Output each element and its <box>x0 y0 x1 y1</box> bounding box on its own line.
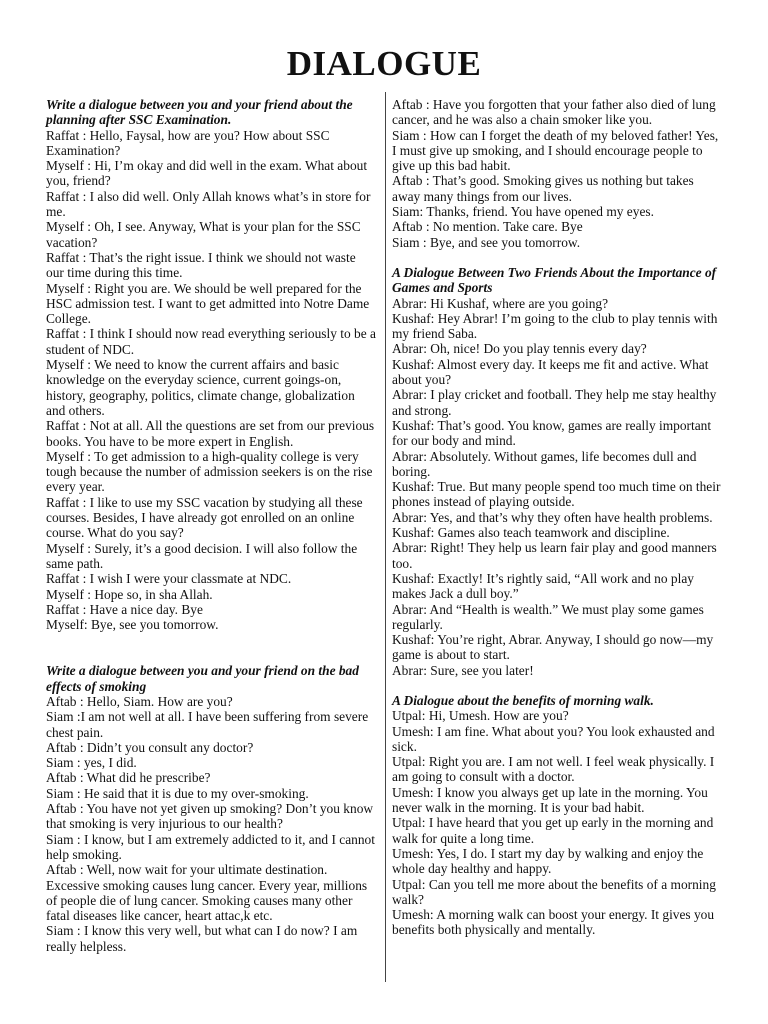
page-title: DIALOGUE <box>286 44 482 83</box>
dialogue-smoking <box>46 694 376 954</box>
dialogue-line: Utpal: I have heard that you get up early in the morning and walk for quite a long time. <box>392 815 714 846</box>
dialogue-line: Raffat : I wish I were your classmate at NDC. <box>46 571 292 587</box>
dialogue-line: Abrar: Hi Kushaf, where are you going? <box>392 295 609 311</box>
dialogue-line: Kushaf: True. But many people spend too much time on their phones instead of playing outside. <box>392 479 721 510</box>
dialogue-line: Aftab : No mention. Take care. Bye <box>392 219 583 235</box>
dialogue-line: Abrar: Right! They help us learn fair play and good manners too. <box>392 540 717 571</box>
dialogue-line: Kushaf: Hey Abrar! I’m going to the club to play tennis with my friend Saba. <box>392 310 718 342</box>
dialogue-line: Siam : I know, but I am extremely addicted to it, and I cannot help smoking. <box>46 831 375 862</box>
dialogue-line: Raffat : That’s the right issue. I think we should not waste our time during this time. <box>46 249 356 281</box>
dialogue-line: Siam : Bye, and see you tomorrow. <box>392 234 581 250</box>
dialogue-line: Siam : He said that it is due to my over-smoking. <box>46 785 309 801</box>
dialogue-line: Raffat : I like to use my SSC vacation by studying all these courses. Besides, I have already got enrolled on an online course. What do you say? <box>46 494 363 541</box>
dialogue-line: Umesh: Yes, I do. I start my day by walking and enjoy the whole day healthy and happy. <box>392 845 704 877</box>
dialogue-line: Aftab : What did he prescribe? <box>46 770 211 786</box>
section-spacer <box>392 250 722 265</box>
dialogue-line: Kushaf: You’re right, Abrar. Anyway, I should go now—my game is about to start. <box>392 632 714 663</box>
section-spacer <box>392 678 722 693</box>
dialogue-line: Kushaf: Almost every day. It keeps me fit and active. What about you? <box>392 356 709 388</box>
dialogue-line: Siam : How can I forget the death of my beloved father! Yes, I must give up smoking, and I should encourage people to give up this bad habit. <box>392 127 719 174</box>
dialogue-line: Myself : To get admission to a high-quality college is very tough because the number of admission seekers is on the rise every year. <box>46 448 373 495</box>
dialogue-line: Aftab : Hello, Siam. How are you? <box>46 693 233 709</box>
dialogue-line: Abrar: Yes, and that’s why they often have health problems. <box>392 509 713 525</box>
dialogue-line: Raffat : I think I should now read everything seriously to be a student of NDC. <box>46 326 376 357</box>
dialogue-line: Siam :I am not well at all. I have been suffering from severe chest pain. <box>46 709 369 740</box>
dialogue-line: Kushaf: Games also teach teamwork and discipline. <box>392 525 670 541</box>
dialogue-line: Umesh: A morning walk can boost your energy. It gives you benefits both physically and mentally. <box>392 907 715 938</box>
section-spacer <box>46 632 376 663</box>
dialogue-smoking-continued <box>392 97 722 250</box>
dialogue-line: Myself : Right you are. We should be well prepared for the HSC admission test. I want to get admitted into Notre Dame College. <box>46 280 370 327</box>
dialogue-line: Aftab : That’s good. Smoking gives us nothing but takes away many things from our lives. <box>392 173 694 204</box>
section-heading-games-sports: A Dialogue Between Two Friends About the Importance of Games and Sports <box>392 264 717 296</box>
section-heading-smoking: Write a dialogue between you and your friend on the bad effects of smoking <box>46 663 359 694</box>
dialogue-line: Kushaf: That’s good. You know, games are really important for our body and mind. <box>392 417 712 449</box>
dialogue-line: Umesh: I know you always get up late in the morning. You never walk in the morning. It is your bad habit. <box>392 784 708 816</box>
dialogue-line: Abrar: And “Health is wealth.” We must play some games regularly. <box>392 601 704 632</box>
dialogue-line: Raffat : Hello, Faysal, how are you? How about SSC Examination? <box>46 127 330 158</box>
section-heading-ssc-planning: Write a dialogue between you and your friend about the planning after SSC Examination. <box>46 97 353 128</box>
right-column <box>392 97 722 938</box>
dialogue-line: Umesh: I am fine. What about you? You look exhausted and sick. <box>392 723 715 754</box>
dialogue-line: Abrar: Sure, see you later! <box>392 662 534 678</box>
dialogue-line: Utpal: Right you are. I am not well. I feel weak physically. I am going to consult with a doctor. <box>392 754 715 785</box>
dialogue-line: Aftab : Well, now wait for your ultimate destination. Excessive smoking causes lung cancer. Every year, millions of people die of lung cancer. Smoking causes many other fatal diseases like cancer, heart attac,k etc. <box>46 862 368 924</box>
dialogue-line: Myself: Bye, see you tomorrow. <box>46 617 219 633</box>
dialogue-line: Siam : I know this very well, but what can I do now? I am really helpless. <box>46 923 358 954</box>
dialogue-games-sports <box>392 296 722 678</box>
dialogue-line: Raffat : Not at all. All the questions are set from our previous books. You have to be more expert in English. <box>46 418 375 449</box>
dialogue-line: Aftab : Didn’t you consult any doctor? <box>46 739 254 755</box>
dialogue-line: Utpal: Hi, Umesh. How are you? <box>392 708 569 724</box>
dialogue-line: Kushaf: Exactly! It’s rightly said, “All work and no play makes Jack a dull boy.” <box>392 570 694 602</box>
dialogue-ssc-planning <box>46 128 376 633</box>
dialogue-line: Abrar: Oh, nice! Do you play tennis every day? <box>392 341 647 357</box>
dialogue-line: Myself : Hi, I’m okay and did well in the exam. What about you, friend? <box>46 158 368 189</box>
dialogue-line: Siam: Thanks, friend. You have opened my eyes. <box>392 204 654 220</box>
dialogue-line: Myself : Surely, it’s a good decision. I will also follow the same path. <box>46 540 358 571</box>
dialogue-line: Abrar: Absolutely. Without games, life becomes dull and boring. <box>392 448 697 479</box>
column-divider <box>385 92 386 982</box>
dialogue-line: Myself : Oh, I see. Anyway, What is your plan for the SSC vacation? <box>46 219 361 250</box>
section-heading-morning-walk: A Dialogue about the benefits of morning walk. <box>392 692 654 708</box>
dialogue-line: Aftab : You have not yet given up smoking? Don’t you know that smoking is very injurious to our health? <box>46 801 374 832</box>
dialogue-line: Raffat : I also did well. Only Allah knows what’s in store for me. <box>46 188 371 220</box>
dialogue-line: Utpal: Can you tell me more about the benefits of a morning walk? <box>392 876 716 907</box>
dialogue-line: Myself : We need to know the current affairs and basic knowledge on the everyday science, current goings-on, history, geography, politics, climate change, globalization and others. <box>46 357 355 418</box>
dialogue-morning-walk <box>392 708 722 937</box>
dialogue-line: Siam : yes, I did. <box>46 755 137 771</box>
dialogue-line: Abrar: I play cricket and football. They help me stay healthy and strong. <box>392 387 717 418</box>
left-column <box>46 97 376 954</box>
dialogue-line: Raffat : Have a nice day. Bye <box>46 601 203 617</box>
dialogue-line: Myself : Hope so, in sha Allah. <box>46 586 213 602</box>
dialogue-line: Aftab : Have you forgotten that your father also died of lung cancer, and he was also a chain smoker like you. <box>392 97 716 128</box>
